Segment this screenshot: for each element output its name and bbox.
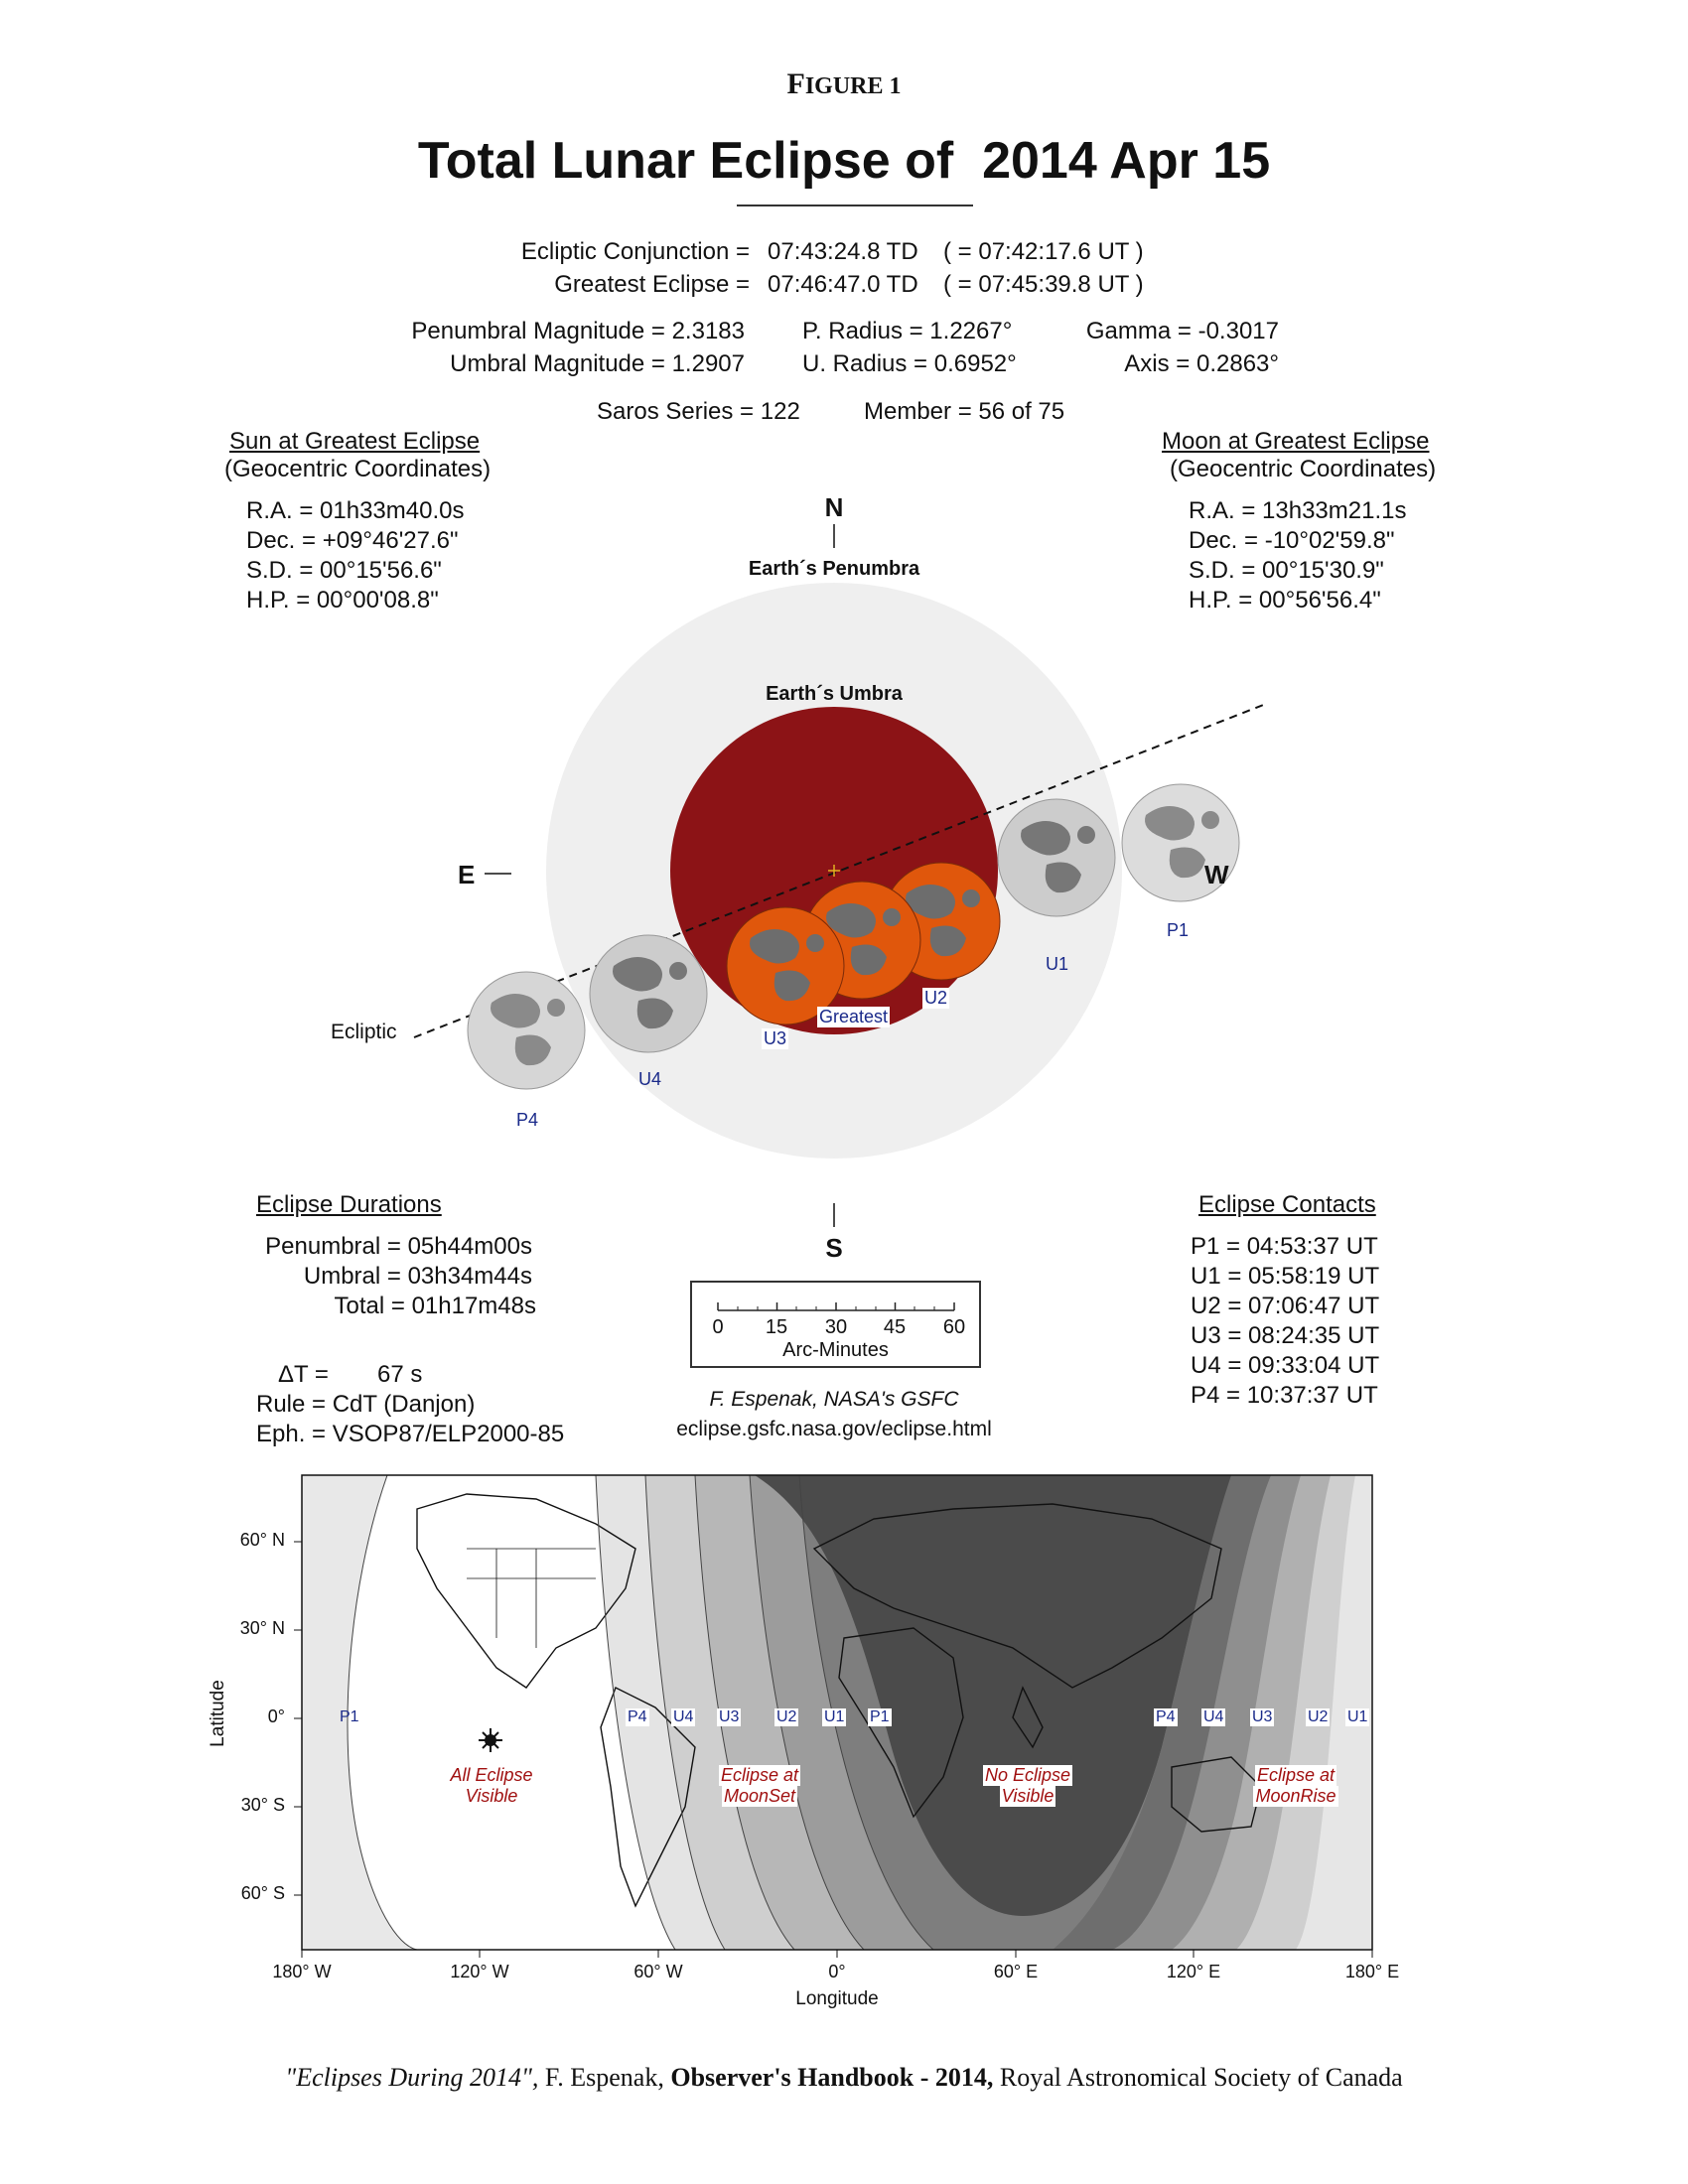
contact-u3: U3 = 08:24:35 UT — [1191, 1322, 1380, 1349]
contact-label-u4: U4 — [638, 1069, 662, 1089]
eclipse-diagram — [0, 477, 1688, 1251]
greatest-label: Greatest Eclipse = — [554, 271, 750, 298]
curve-label-p1-mid: P1 — [870, 1708, 890, 1725]
footer-handbook: Observer's Handbook - 2014, — [670, 2063, 994, 2092]
scale-unit: Arc-Minutes — [782, 1339, 889, 1361]
duration-umbral: Umbral = 03h34m44s — [303, 1263, 532, 1290]
sun-sd: S.D. = 00°15'56.6" — [246, 557, 442, 584]
region-moonset — [710, 1765, 809, 1807]
region-rise-line1: Eclipse at — [1256, 1765, 1336, 1785]
contact-u4: U4 = 09:33:04 UT — [1191, 1352, 1380, 1379]
curve-label-u1-east: U1 — [1347, 1708, 1368, 1725]
delta-t-label: ΔT = — [278, 1361, 329, 1388]
conjunction-ut: ( = 07:42:17.6 UT ) — [943, 238, 1144, 265]
rule: Rule = CdT (Danjon) — [256, 1391, 476, 1418]
contacts-heading: Eclipse Contacts — [1198, 1191, 1376, 1218]
gamma: Gamma = -0.3017 — [1085, 318, 1279, 344]
lat-label-0: 0° — [267, 1706, 285, 1726]
u-radius: U. Radius = 0.6952° — [802, 350, 1017, 377]
curve-label-u3-east: U3 — [1252, 1708, 1273, 1725]
scale-tick-15: 15 — [765, 1316, 788, 1338]
lon-label-180w: 180° W — [272, 1962, 332, 1981]
figure-label-initial: F — [786, 68, 805, 100]
footer-citation — [0, 2063, 1688, 2093]
penumbral-magnitude: Penumbral Magnitude = 2.3183 — [411, 318, 745, 344]
moon-sd: S.D. = 00°15'30.9" — [1189, 557, 1384, 584]
scale-tick-0: 0 — [712, 1316, 724, 1338]
region-set-line1: Eclipse at — [720, 1765, 799, 1785]
curve-label-p4-west: P4 — [628, 1708, 647, 1725]
figure-label-rest: IGURE 1 — [804, 73, 902, 99]
lon-label-0: 0° — [828, 1962, 846, 1981]
contact-label-p4: P4 — [516, 1110, 539, 1130]
website: eclipse.gsfc.nasa.gov/eclipse.html — [676, 1418, 992, 1440]
region-none-line1: No Eclipse — [984, 1765, 1071, 1785]
west-label: W — [1204, 860, 1229, 889]
curve-label-u3-west: U3 — [719, 1708, 740, 1725]
contact-p1: P1 = 04:53:37 UT — [1191, 1233, 1378, 1260]
south-label: S — [825, 1233, 843, 1263]
footer-author: F. Espenak, — [544, 2063, 664, 2092]
scale-tick-45: 45 — [883, 1316, 907, 1338]
scale-tick-30: 30 — [824, 1316, 848, 1338]
contact-label-u1: U1 — [1046, 954, 1069, 974]
east-label: E — [458, 860, 476, 889]
region-set-line2: MoonSet — [723, 1786, 796, 1806]
moon-dec: Dec. = -10°02'59.8" — [1189, 527, 1395, 554]
lon-label-60w: 60° W — [633, 1962, 683, 1981]
sun-heading: Sun at Greatest Eclipse — [229, 428, 481, 455]
greatest-ut: ( = 07:45:39.8 UT ) — [943, 271, 1144, 298]
moon-u4 — [590, 935, 707, 1052]
moon-heading: Moon at Greatest Eclipse — [1162, 428, 1430, 455]
contact-u2: U2 = 07:06:47 UT — [1191, 1293, 1380, 1319]
map-xlabel: Longitude — [795, 1988, 879, 2009]
delta-t-value: 67 s — [377, 1361, 423, 1388]
moon-p4 — [468, 972, 585, 1089]
duration-penumbral: Penumbral = 05h44m00s — [265, 1233, 532, 1260]
contact-p4: P4 = 10:37:37 UT — [1191, 1382, 1378, 1409]
curve-label-u2-west: U2 — [776, 1708, 797, 1725]
contact-label-p1: P1 — [1167, 920, 1190, 940]
map-ylabel: Latitude — [208, 1680, 228, 1747]
credit: F. Espenak, NASA's GSFC — [709, 1388, 959, 1411]
umbra-label: Earth´s Umbra — [766, 683, 903, 705]
lat-label-60s: 60° S — [240, 1883, 285, 1903]
conjunction-label: Ecliptic Conjunction = — [520, 238, 750, 265]
curve-label-u1-west: U1 — [824, 1708, 845, 1725]
sun-subheading: (Geocentric Coordinates) — [224, 456, 492, 482]
footer-title: "Eclipses During 2014", — [285, 2063, 539, 2092]
region-all-visible — [417, 1765, 566, 1807]
contact-label-greatest: Greatest — [819, 1007, 889, 1026]
page-title: Total Lunar Eclipse of 2014 Apr 15 — [417, 132, 1271, 190]
greatest-td: 07:46:47.0 TD — [768, 271, 918, 298]
title-rule — [737, 205, 973, 206]
region-all-line2: Visible — [465, 1786, 518, 1806]
lat-label-30n: 30° N — [239, 1618, 285, 1638]
p-radius: P. Radius = 1.2267° — [802, 318, 1013, 344]
contact-label-u3: U3 — [764, 1028, 787, 1048]
region-rise-line2: MoonRise — [1255, 1786, 1336, 1806]
moon-ra: R.A. = 13h33m21.1s — [1189, 497, 1407, 524]
sun-hp: H.P. = 00°00'08.8" — [246, 587, 439, 614]
axis: Axis = 0.2863° — [1124, 350, 1279, 377]
region-none-line2: Visible — [1001, 1786, 1055, 1806]
durations-heading: Eclipse Durations — [256, 1191, 442, 1218]
region-moonrise — [1241, 1765, 1350, 1807]
lon-label-120e: 120° E — [1166, 1962, 1221, 1981]
lon-label-120w: 120° W — [450, 1962, 509, 1981]
curve-label-p4-east: P4 — [1156, 1708, 1176, 1725]
contact-u1: U1 = 05:58:19 UT — [1191, 1263, 1380, 1290]
arc-minute-scale — [690, 1281, 981, 1368]
saros-series: Saros Series = 122 — [597, 398, 800, 425]
curve-label-u2-east: U2 — [1308, 1708, 1329, 1725]
ecliptic-label: Ecliptic — [331, 1021, 397, 1043]
curve-label-u4-west: U4 — [673, 1708, 694, 1725]
scale-tick-60: 60 — [942, 1316, 966, 1338]
moon-subheading: (Geocentric Coordinates) — [1170, 456, 1437, 482]
saros-member: Member = 56 of 75 — [864, 398, 1065, 425]
conjunction-td: 07:43:24.8 TD — [768, 238, 918, 265]
curve-label-p1-west: P1 — [340, 1708, 359, 1725]
curve-label-u4-east: U4 — [1203, 1708, 1224, 1725]
duration-total: Total = 01h17m48s — [334, 1293, 536, 1319]
lat-label-60n: 60° N — [239, 1530, 285, 1550]
north-label: N — [824, 492, 844, 522]
lon-label-60e: 60° E — [993, 1962, 1039, 1981]
penumbra-label: Earth´s Penumbra — [748, 558, 920, 580]
footer-society: Royal Astronomical Society of Canada — [999, 2063, 1403, 2092]
region-all-line1: All Eclipse — [450, 1765, 533, 1785]
contact-label-u2: U2 — [924, 988, 948, 1008]
region-no-eclipse — [973, 1765, 1082, 1807]
umbral-magnitude: Umbral Magnitude = 1.2907 — [450, 350, 745, 377]
sun-ra: R.A. = 01h33m40.0s — [246, 497, 465, 524]
moon-hp: H.P. = 00°56'56.4" — [1189, 587, 1381, 614]
ephemeris: Eph. = VSOP87/ELP2000-85 — [256, 1421, 565, 1447]
lon-label-180e: 180° E — [1344, 1962, 1400, 1981]
figure-label — [0, 68, 1688, 101]
sun-dec: Dec. = +09°46'27.6" — [246, 527, 459, 554]
moon-u1 — [998, 799, 1115, 916]
lat-label-30s: 30° S — [240, 1795, 285, 1815]
